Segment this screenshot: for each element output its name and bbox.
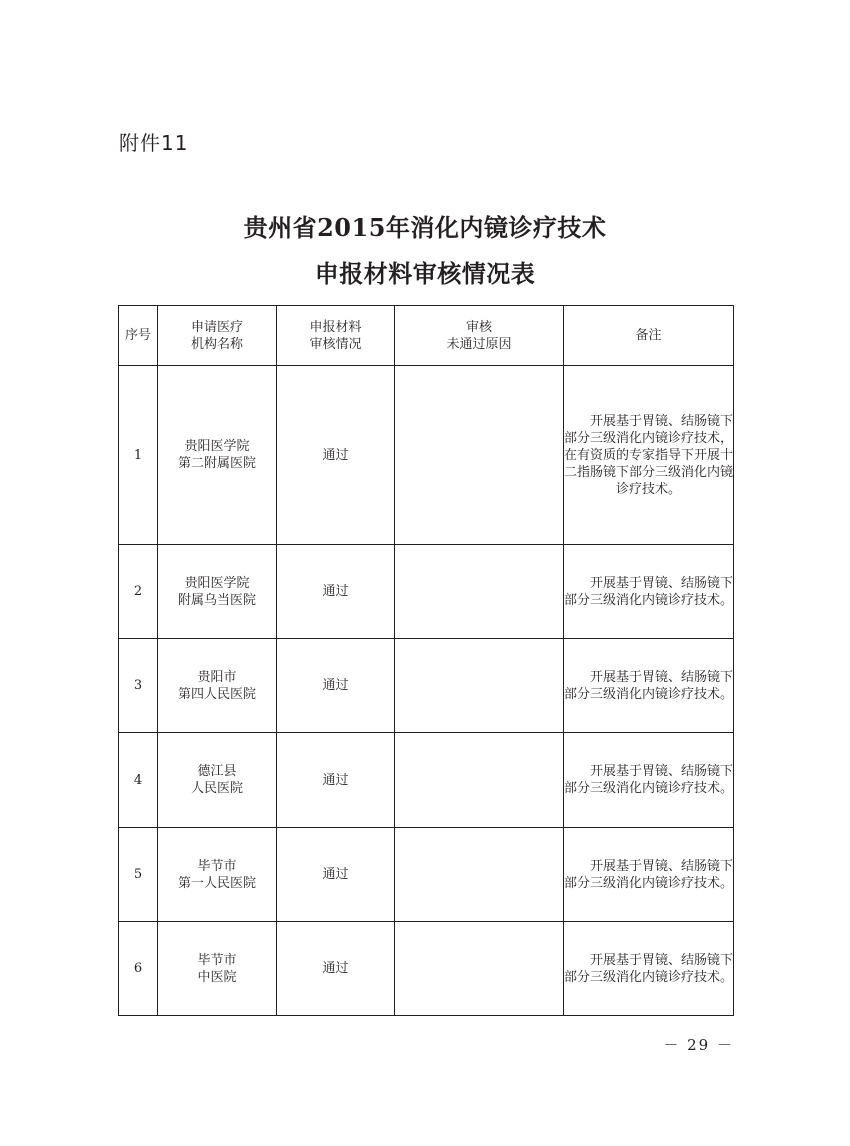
header-no-label: 序号: [124, 328, 151, 343]
table-row: [119, 922, 734, 1016]
header-note: [564, 306, 734, 366]
row-org: [158, 828, 277, 922]
document-title-line1: 贵州省2015年消化内镜诊疗技术: [243, 213, 607, 242]
header-reason-line2: 未通过原因: [446, 336, 512, 352]
row-note: [564, 828, 734, 922]
row-note: [564, 366, 734, 545]
row-status: 通过: [277, 733, 395, 828]
row-reason: [395, 366, 564, 545]
row-reason: [395, 733, 564, 828]
row-note: [564, 545, 734, 639]
table-row: [119, 733, 734, 828]
row-note: [564, 733, 734, 828]
row-reason: [395, 828, 564, 922]
table-row: [119, 366, 734, 545]
row-org: [158, 545, 277, 639]
header-status-line2: 审核情况: [309, 336, 362, 352]
header-reason: [395, 306, 564, 366]
row-no: 1: [119, 366, 158, 545]
header-no: [119, 306, 158, 366]
review-table: [118, 305, 734, 1016]
header-org-line1: 申请医疗: [190, 319, 243, 335]
row-note-text: 开展基于胃镜、结肠镜下部分三级消化内镜诊疗技术。: [564, 575, 734, 608]
row-status: 通过: [277, 639, 395, 733]
row-note-text: 开展基于胃镜、结肠镜下部分三级消化内镜诊疗技术。: [564, 669, 734, 702]
row-status: 通过: [277, 545, 395, 639]
row-reason: [395, 922, 564, 1016]
row-reason: [395, 639, 564, 733]
row-org-line2: 中医院: [197, 969, 237, 985]
row-no: 2: [119, 545, 158, 639]
row-org: [158, 639, 277, 733]
row-org-line2: 第四人民医院: [177, 686, 256, 702]
header-status-line1: 申报材料: [309, 319, 362, 335]
row-no: 5: [119, 828, 158, 922]
header-note-label: 备注: [635, 328, 662, 343]
row-org-line2: 第二附属医院: [177, 456, 256, 471]
row-org: [158, 366, 277, 545]
row-org-line2: 第一人民医院: [177, 875, 256, 891]
table-row: [119, 639, 734, 733]
row-reason: [395, 545, 564, 639]
row-org: [158, 922, 277, 1016]
row-note-text: 开展基于胃镜、结肠镜下部分三级消化内镜诊疗技术，在有资质的专家指导下开展十二指肠镜下部分三级消化内镜诊疗技术。: [564, 413, 734, 497]
row-org-line1: 毕节市: [197, 858, 237, 874]
row-status: 通过: [277, 366, 395, 545]
row-org: [158, 733, 277, 828]
attachment-label: 附件11: [119, 131, 189, 155]
row-org-line1: 贵阳医学院: [184, 439, 250, 454]
row-org-line1: 贵阳医学院: [184, 575, 250, 591]
row-org-line1: 贵阳市: [197, 669, 237, 685]
table-row: [119, 545, 734, 639]
header-status: [277, 306, 395, 366]
page-number: － 29 －: [663, 1036, 734, 1054]
row-note-text: 开展基于胃镜、结肠镜下部分三级消化内镜诊疗技术。: [564, 952, 734, 985]
row-no: 6: [119, 922, 158, 1016]
row-status: 通过: [277, 922, 395, 1016]
row-note: [564, 922, 734, 1016]
row-no: 3: [119, 639, 158, 733]
row-org-line2: 附属乌当医院: [177, 592, 256, 608]
header-reason-line1: 审核: [465, 319, 492, 335]
row-note-text: 开展基于胃镜、结肠镜下部分三级消化内镜诊疗技术。: [564, 858, 734, 891]
row-org-line2: 人民医院: [190, 781, 243, 796]
row-status: 通过: [277, 828, 395, 922]
row-org-line1: 毕节市: [197, 952, 237, 968]
header-org-line2: 机构名称: [190, 336, 243, 352]
table-row: [119, 828, 734, 922]
table-header-row: [119, 306, 734, 366]
row-note-text: 开展基于胃镜、结肠镜下部分三级消化内镜诊疗技术。: [564, 764, 734, 796]
document-title-line2: 申报材料审核情况表: [314, 259, 536, 288]
row-no: 4: [119, 733, 158, 828]
row-org-line1: 德江县: [197, 764, 237, 779]
row-note: [564, 639, 734, 733]
header-org: [158, 306, 277, 366]
